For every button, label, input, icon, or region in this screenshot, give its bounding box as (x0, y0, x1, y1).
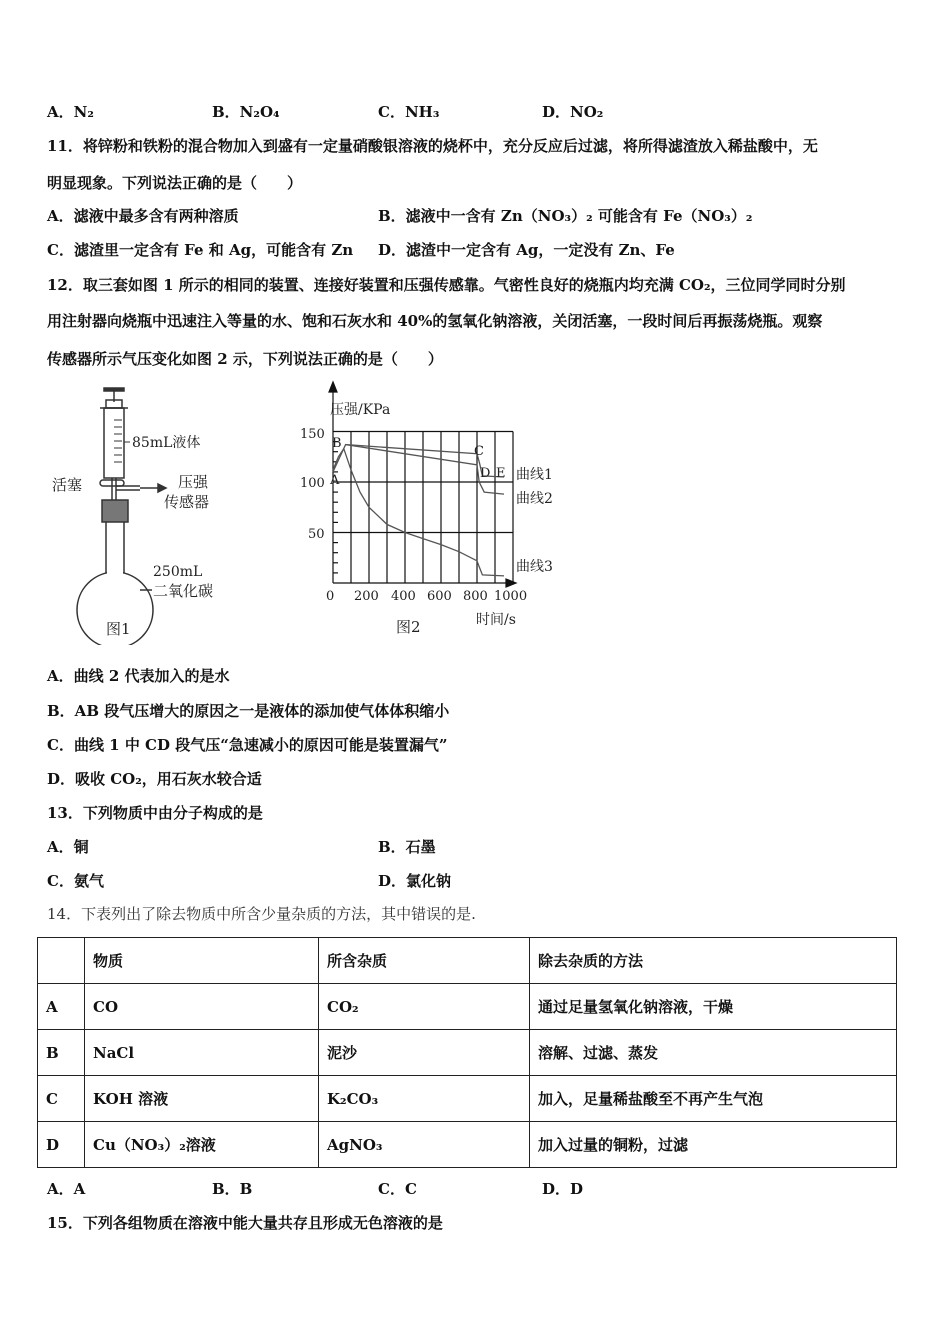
point-c-label: C (474, 444, 484, 459)
valve-label: 活塞 (52, 476, 83, 494)
q11-option-c: C．滤渣里一定含有 Fe 和 Ag，可能含有 Zn (47, 241, 354, 259)
q12-option-a: A．曲线 2 代表加入的是水 (47, 667, 230, 685)
table-cell: CO (85, 984, 319, 1030)
q13-option-d: D．氯化钠 (378, 872, 452, 890)
figure2-caption: 图2 (396, 618, 421, 636)
q14-table (37, 937, 897, 1168)
flask-label-2: 二氧化碳 (153, 582, 214, 600)
q15-stem: 15．下列各组物质在溶液中能大量共存且形成无色溶液的是 (47, 1214, 443, 1232)
q11-stem: 11．将锌粉和铁粉的混合物加入到盛有一定量硝酸银溶液的烧杯中，充分反应后过滤，将所得滤渣放入稀盐酸中，无 (47, 137, 818, 155)
q14-stem: 14．下表列出了除去物质中所含少量杂质的方法，其中错误的是. (47, 905, 476, 923)
header-cell: 所含杂质 (319, 938, 530, 984)
q11-option-d: D．滤渣中一定含有 Ag，一定没有 Zn、Fe (378, 241, 675, 259)
x-tick-0: 0 (326, 589, 335, 604)
curve3-label: 曲线3 (516, 559, 553, 575)
table-cell: 加入，足量稀盐酸至不再产生气泡 (530, 1076, 897, 1122)
y-tick-100: 100 (300, 476, 325, 491)
q13-option-c: C．氨气 (47, 872, 104, 890)
q12-option-b: B．AB 段气压增大的原因之一是液体的添加使气体体积缩小 (47, 702, 450, 720)
table-cell: NaCl (85, 1030, 319, 1076)
table-cell: CO₂ (319, 984, 530, 1030)
table-cell: 加入过量的铜粉，过滤 (530, 1122, 897, 1168)
q11-stem-cont: 明显现象。下列说法正确的是（ ） (47, 174, 303, 192)
sensor-label-1: 压强 (178, 473, 209, 491)
q14-option-d: D．D (542, 1180, 584, 1198)
flask-label-1: 250mL (153, 564, 203, 580)
q12-stem-cont: 用注射器向烧瓶中迅速注入等量的水、饱和石灰水和 40%的氢氧化钠溶液，关闭活塞，一段时间后再振荡烧瓶。观察 (47, 312, 823, 330)
table-cell: 通过足量氢氧化钠溶液，干燥 (530, 984, 897, 1030)
q10-option-d: D．NO₂ (542, 103, 604, 121)
table-row (38, 1030, 897, 1076)
liquid-label: 85mL液体 (132, 435, 201, 451)
q10-option-a: A．N₂ (47, 103, 94, 121)
q12-stem: 12．取三套如图 1 所示的相同的装置、连接好装置和压强传感靠。气密性良好的烧瓶内均充满 CO₂，三位同学同时分别 (47, 276, 846, 294)
q13-option-a: A．铜 (47, 838, 89, 856)
q14-option-b: B．B (212, 1180, 253, 1198)
table-cell: 泥沙 (319, 1030, 530, 1076)
x-axis-label: 时间/s (476, 612, 516, 628)
q12-option-d: D．吸收 CO₂，用石灰水较合适 (47, 770, 262, 788)
header-cell: 物质 (85, 938, 319, 984)
header-cell (38, 938, 85, 984)
table-header-row (38, 938, 897, 984)
curve2-label: 曲线2 (516, 491, 553, 507)
point-d-label: D (480, 466, 491, 481)
x-tick-600: 600 (427, 589, 452, 604)
table-row (38, 984, 897, 1030)
x-tick-1000: 1000 (494, 589, 528, 604)
sensor-label-2: 传感器 (164, 493, 210, 511)
point-e-label: E (496, 466, 506, 481)
q14-option-a: A．A (47, 1180, 86, 1198)
curve-3 (333, 449, 504, 576)
table-cell: AgNO₃ (319, 1122, 530, 1168)
curve1-label: 曲线1 (516, 467, 553, 483)
table-row (38, 1122, 897, 1168)
x-axis-arrow (506, 579, 516, 587)
table-row (38, 1076, 897, 1122)
y-tick-150: 150 (300, 427, 325, 442)
q10-option-b: B．N₂O₄ (212, 103, 280, 121)
q10-option-c: C．NH₃ (378, 103, 440, 121)
x-tick-400: 400 (391, 589, 416, 604)
q11-option-b: B．滤液中一含有 Zn（NO₃）₂ 可能含有 Fe（NO₃）₂ (378, 207, 753, 225)
table-cell: KOH 溶液 (85, 1076, 319, 1122)
table-cell: D (38, 1122, 85, 1168)
y-axis-arrow (329, 382, 337, 392)
q12-stem-cont2: 传感器所示气压变化如图 2 示，下列说法正确的是（ ） (47, 350, 443, 368)
figure1-apparatus (40, 380, 260, 645)
x-tick-800: 800 (463, 589, 488, 604)
y-tick-50: 50 (308, 527, 325, 542)
header-cell: 除去杂质的方法 (530, 938, 897, 984)
figure1-caption: 图1 (106, 620, 131, 638)
table-cell: K₂CO₃ (319, 1076, 530, 1122)
figure2-pressure-chart (290, 380, 590, 645)
y-axis-label: 压强/KPa (330, 402, 391, 418)
table-cell: A (38, 984, 85, 1030)
table-cell: 溶解、过滤、蒸发 (530, 1030, 897, 1076)
q13-option-b: B．石墨 (378, 838, 436, 856)
q13-stem: 13．下列物质中由分子构成的是 (47, 804, 263, 822)
table-cell: C (38, 1076, 85, 1122)
q12-option-c: C．曲线 1 中 CD 段气压“急速减小的原因可能是装置漏气” (47, 736, 448, 754)
point-b-label: B (332, 436, 342, 451)
q14-option-c: C．C (378, 1180, 417, 1198)
table-cell: B (38, 1030, 85, 1076)
point-a-label: A (330, 473, 340, 488)
table-cell: Cu（NO₃）₂溶液 (85, 1122, 319, 1168)
x-tick-200: 200 (354, 589, 379, 604)
q11-option-a: A．滤液中最多含有两种溶质 (47, 207, 239, 225)
